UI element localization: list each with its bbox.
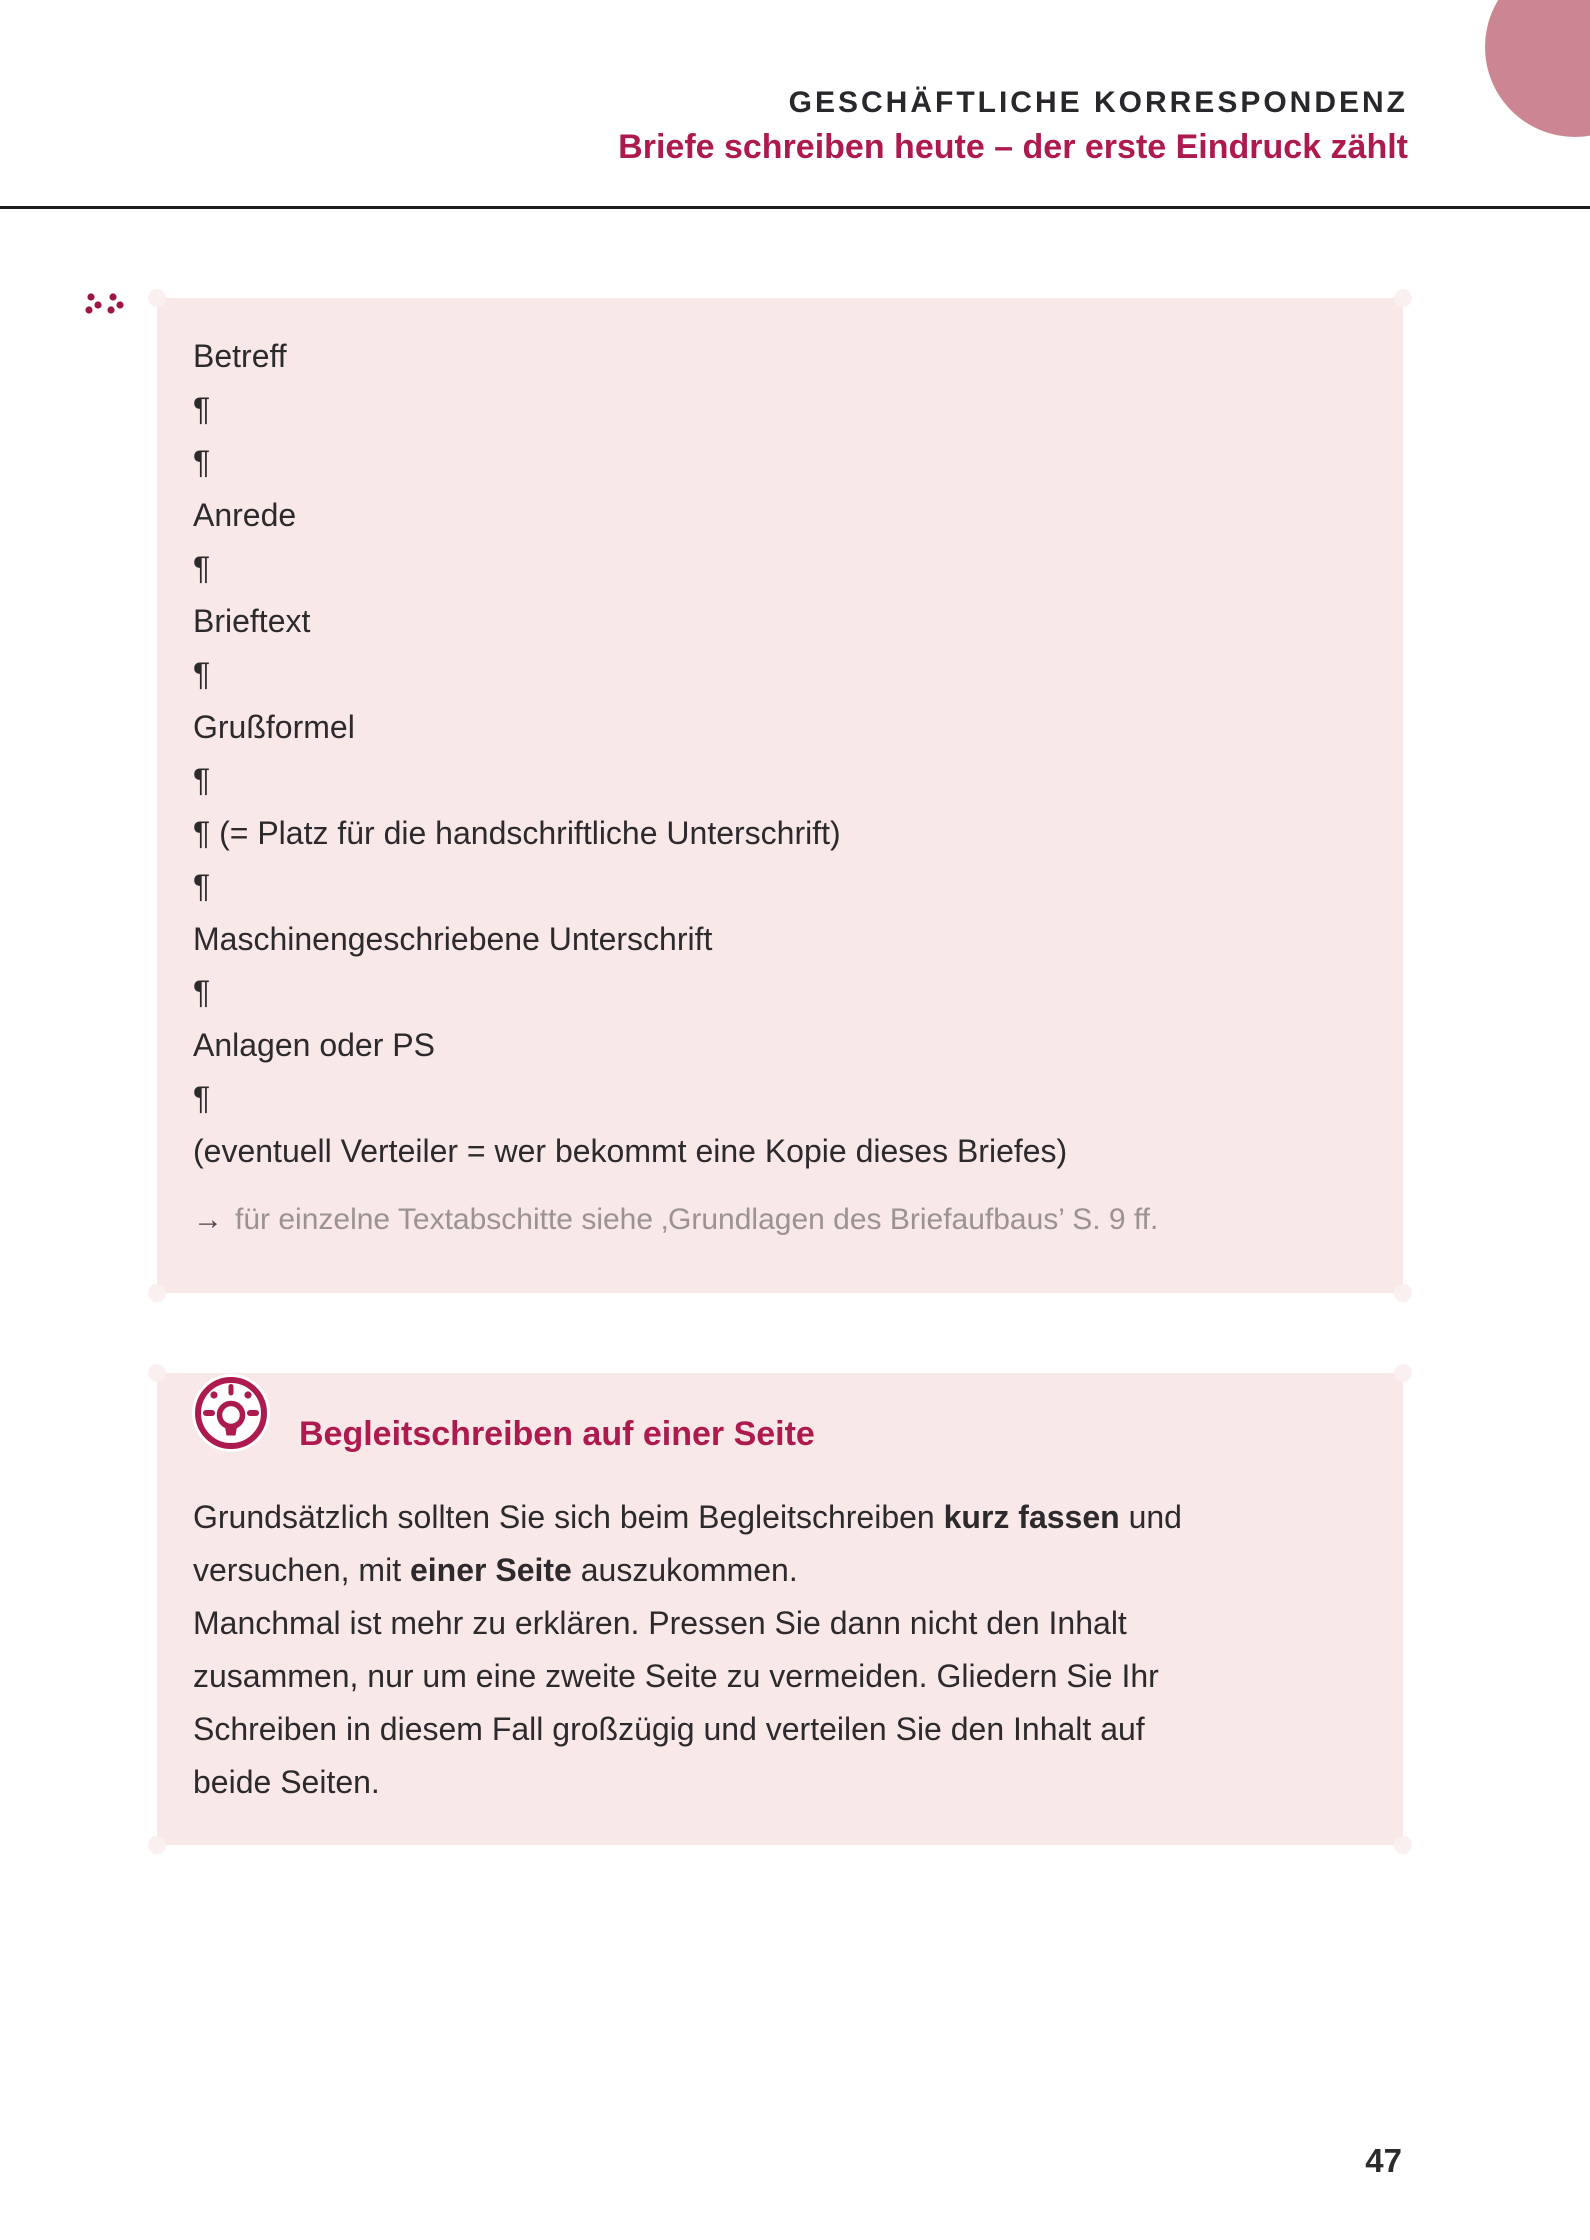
corner-dot <box>1394 1364 1412 1382</box>
tip-box <box>157 1373 1403 1845</box>
page-number: 47 <box>1365 2142 1402 2179</box>
corner-dot <box>148 1364 166 1382</box>
letter-structure-line: ¶ <box>193 391 211 427</box>
tip-body-line: beide Seiten. <box>193 1764 380 1800</box>
tip-body-line: Grundsätzlich sollten Sie sich beim Begleitschreiben kurz fassen und <box>193 1499 1182 1535</box>
tip-body-line: zusammen, nur um eine zweite Seite zu vermeiden. Gliedern Sie Ihr <box>193 1658 1159 1694</box>
letter-structure-line: ¶ <box>193 444 211 480</box>
rose-corner-circle-icon <box>1485 0 1590 137</box>
tip-body-line: Schreiben in diesem Fall großzügig und verteilen Sie den Inhalt auf <box>193 1711 1145 1747</box>
tip-body-line: versuchen, mit einer Seite auszukommen. <box>193 1552 798 1588</box>
arrow-icon: → <box>193 1203 223 1236</box>
letter-structure-line: Betreff <box>193 338 287 374</box>
letter-structure-line: (eventuell Verteiler = wer bekommt eine Kopie dieses Briefes) <box>193 1133 1068 1169</box>
corner-dot <box>1394 1836 1412 1854</box>
cross-reference-note <box>193 1200 1158 1240</box>
letter-structure-line: Brieftext <box>193 603 311 639</box>
letter-structure-line: ¶ <box>193 868 211 904</box>
tip-body-line: Manchmal ist mehr zu erklären. Pressen Sie dann nicht den Inhalt <box>193 1605 1127 1641</box>
corner-dot <box>1394 1284 1412 1302</box>
corner-dot <box>148 1284 166 1302</box>
chapter-subtitle: Briefe schreiben heute – der erste Eindruck zählt <box>618 128 1408 166</box>
six-dots-marker-icon <box>82 291 134 317</box>
letter-structure-line: ¶ <box>193 1080 211 1116</box>
letter-structure-box <box>157 298 1403 1293</box>
letter-structure-line: ¶ <box>193 974 211 1010</box>
corner-dot <box>148 1836 166 1854</box>
letter-structure-line: ¶ <box>193 550 211 586</box>
corner-dot <box>148 289 166 307</box>
tip-body <box>193 1491 1182 1809</box>
letter-structure-line: Anrede <box>193 497 297 533</box>
letter-structure-line: ¶ (= Platz für die handschriftliche Unterschrift) <box>193 815 841 851</box>
corner-dot <box>1394 289 1412 307</box>
letter-structure-line: Maschinengeschriebene Unterschrift <box>193 921 713 957</box>
letter-structure-line: Anlagen oder PS <box>193 1027 435 1063</box>
letter-structure-line: ¶ <box>193 762 211 798</box>
letter-structure-line: ¶ <box>193 656 211 692</box>
letter-structure-line: Grußformel <box>193 709 355 745</box>
letter-structure-lines <box>193 330 1067 1178</box>
lightbulb-icon <box>191 1373 271 1453</box>
cross-reference-text: für einzelne Textabschitte siehe ‚Grundlagen des Briefaufbaus’ S. 9 ff. <box>235 1203 1159 1236</box>
header-divider <box>0 206 1590 209</box>
chapter-kicker: GESCHÄFTLICHE KORRESPONDENZ <box>788 86 1408 119</box>
tip-title: Begleitschreiben auf einer Seite <box>299 1415 815 1453</box>
